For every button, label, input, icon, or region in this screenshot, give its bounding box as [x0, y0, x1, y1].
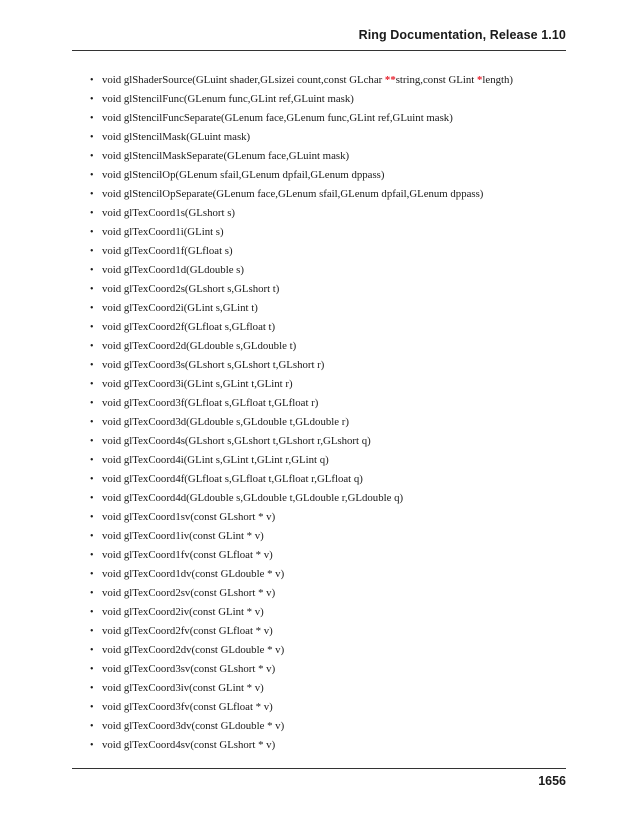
header-divider — [72, 50, 566, 51]
list-item-text: void glTexCoord1i(GLint s) — [102, 226, 224, 238]
page-number: 1656 — [538, 774, 566, 788]
list-item-text: void glTexCoord4sv(const GLshort * v) — [102, 739, 276, 751]
list-item — [90, 318, 578, 337]
bullet-icon: • — [90, 303, 94, 314]
bullet-icon: • — [90, 113, 94, 124]
bullet-icon: • — [90, 151, 94, 162]
bullet-icon: • — [90, 493, 94, 504]
bullet-icon: • — [90, 645, 94, 656]
bullet-icon: • — [90, 683, 94, 694]
list-item-text: void glTexCoord1fv(const GLfloat * v) — [102, 549, 273, 561]
list-item — [90, 280, 578, 299]
list-item — [90, 337, 578, 356]
item-text-part: length) — [482, 74, 513, 86]
list-item — [90, 470, 578, 489]
bullet-icon: • — [90, 398, 94, 409]
page-header — [72, 28, 566, 56]
list-item-text: void glTexCoord3sv(const GLshort * v) — [102, 663, 276, 675]
list-item-text: void glTexCoord3d(GLdouble s,GLdouble t,GLdouble r) — [102, 416, 349, 428]
list-item-text: void glTexCoord2d(GLdouble s,GLdouble t) — [102, 340, 297, 352]
item-text-part: string,const GLint — [395, 74, 477, 86]
list-item — [90, 546, 578, 565]
list-item — [90, 660, 578, 679]
list-item-text: void glTexCoord4i(GLint s,GLint t,GLint r,GLint q) — [102, 454, 329, 466]
list-item-text: void glTexCoord1iv(const GLint * v) — [102, 530, 264, 542]
bullet-icon: • — [90, 588, 94, 599]
list-item-text: void glTexCoord1d(GLdouble s) — [102, 264, 244, 276]
bullet-icon: • — [90, 512, 94, 523]
bullet-icon: • — [90, 208, 94, 219]
list-item-text: void glTexCoord3iv(const GLint * v) — [102, 682, 264, 694]
list-item — [90, 527, 578, 546]
list-item-text: void glTexCoord1s(GLshort s) — [102, 207, 235, 219]
list-item — [90, 356, 578, 375]
bullet-icon: • — [90, 550, 94, 561]
bullet-icon: • — [90, 284, 94, 295]
list-item-text: void glStencilFuncSeparate(GLenum face,GLenum func,GLint ref,GLuint mask) — [102, 112, 453, 124]
bullet-icon: • — [90, 417, 94, 428]
list-item-text: void glTexCoord2dv(const GLdouble * v) — [102, 644, 285, 656]
list-item-text: void glStencilMask(GLuint mask) — [102, 131, 251, 143]
list-item-text: void glTexCoord2f(GLfloat s,GLfloat t) — [102, 321, 276, 333]
list-item — [90, 736, 578, 755]
bullet-icon: • — [90, 94, 94, 105]
list-item — [90, 299, 578, 318]
bullet-icon: • — [90, 227, 94, 238]
list-item — [90, 204, 578, 223]
bullet-icon: • — [90, 379, 94, 390]
list-item — [90, 394, 578, 413]
list-item — [90, 451, 578, 470]
list-item — [90, 679, 578, 698]
bullet-icon: • — [90, 189, 94, 200]
function-list — [90, 71, 578, 755]
list-item-text: void glTexCoord1sv(const GLshort * v) — [102, 511, 276, 523]
bullet-icon: • — [90, 246, 94, 257]
list-item-text: void glTexCoord2s(GLshort s,GLshort t) — [102, 283, 280, 295]
list-item — [90, 109, 578, 128]
bullet-icon: • — [90, 607, 94, 618]
list-item-text: void glTexCoord4s(GLshort s,GLshort t,GLshort r,GLshort q) — [102, 435, 371, 447]
list-item-text: void glTexCoord3i(GLint s,GLint t,GLint r) — [102, 378, 293, 390]
bullet-icon: • — [90, 436, 94, 447]
list-item — [90, 622, 578, 641]
list-item — [90, 717, 578, 736]
list-item-text: void glTexCoord3fv(const GLfloat * v) — [102, 701, 273, 713]
list-item — [90, 375, 578, 394]
bullet-icon: • — [90, 531, 94, 542]
bullet-icon: • — [90, 569, 94, 580]
list-item-text: void glTexCoord4d(GLdouble s,GLdouble t,GLdouble r,GLdouble q) — [102, 492, 404, 504]
list-item-text: void glStencilOpSeparate(GLenum face,GLenum sfail,GLenum dpfail,GLenum dppass) — [102, 188, 484, 200]
list-item — [90, 641, 578, 660]
list-item — [90, 432, 578, 451]
bullet-icon: • — [90, 740, 94, 751]
list-item — [90, 413, 578, 432]
list-item — [90, 147, 578, 166]
list-item-text: void glTexCoord3dv(const GLdouble * v) — [102, 720, 285, 732]
list-item-text: void glTexCoord1f(GLfloat s) — [102, 245, 233, 257]
bullet-icon: • — [90, 702, 94, 713]
list-item-text: void glStencilOp(GLenum sfail,GLenum dpfail,GLenum dppass) — [102, 169, 385, 181]
bullet-icon: • — [90, 170, 94, 181]
list-item — [90, 128, 578, 147]
list-item — [90, 565, 578, 584]
footer-divider — [72, 768, 566, 769]
item-text-part: void glShaderSource(GLuint shader,GLsizei count,const GLchar — [102, 74, 385, 86]
list-item-text: void glTexCoord2fv(const GLfloat * v) — [102, 625, 273, 637]
bullet-icon: • — [90, 132, 94, 143]
list-item — [90, 603, 578, 622]
list-item-text: void glTexCoord2i(GLint s,GLint t) — [102, 302, 258, 314]
list-item — [90, 489, 578, 508]
bullet-icon: • — [90, 75, 94, 86]
list-item — [90, 242, 578, 261]
header-title: Ring Documentation, Release 1.10 — [358, 28, 566, 42]
list-item — [90, 261, 578, 280]
list-item — [90, 71, 578, 90]
list-item — [90, 185, 578, 204]
bullet-icon: • — [90, 341, 94, 352]
list-item-text: void glStencilFunc(GLenum func,GLint ref,GLuint mask) — [102, 93, 354, 105]
list-item-text: void glStencilMaskSeparate(GLenum face,GLuint mask) — [102, 150, 350, 162]
bullet-icon: • — [90, 265, 94, 276]
list-item-text: void glTexCoord3f(GLfloat s,GLfloat t,GLfloat r) — [102, 397, 319, 409]
list-item-text: void glTexCoord4f(GLfloat s,GLfloat t,GLfloat r,GLfloat q) — [102, 473, 363, 485]
emphasis-star: * — [477, 74, 483, 86]
bullet-icon: • — [90, 474, 94, 485]
bullet-icon: • — [90, 360, 94, 371]
bullet-icon: • — [90, 664, 94, 675]
list-item-text: void glTexCoord3s(GLshort s,GLshort t,GLshort r) — [102, 359, 325, 371]
list-item — [90, 166, 578, 185]
list-item-text: void glTexCoord2sv(const GLshort * v) — [102, 587, 276, 599]
list-item-text: void glTexCoord2iv(const GLint * v) — [102, 606, 264, 618]
bullet-icon: • — [90, 322, 94, 333]
bullet-icon: • — [90, 626, 94, 637]
list-item — [90, 698, 578, 717]
list-item — [90, 90, 578, 109]
bullet-icon: • — [90, 721, 94, 732]
emphasis-stars: ** — [384, 74, 396, 86]
bullet-icon: • — [90, 455, 94, 466]
page-footer — [72, 760, 566, 800]
list-item — [90, 508, 578, 527]
list-item-text: void glTexCoord1dv(const GLdouble * v) — [102, 568, 285, 580]
list-item — [90, 223, 578, 242]
list-item — [90, 584, 578, 603]
